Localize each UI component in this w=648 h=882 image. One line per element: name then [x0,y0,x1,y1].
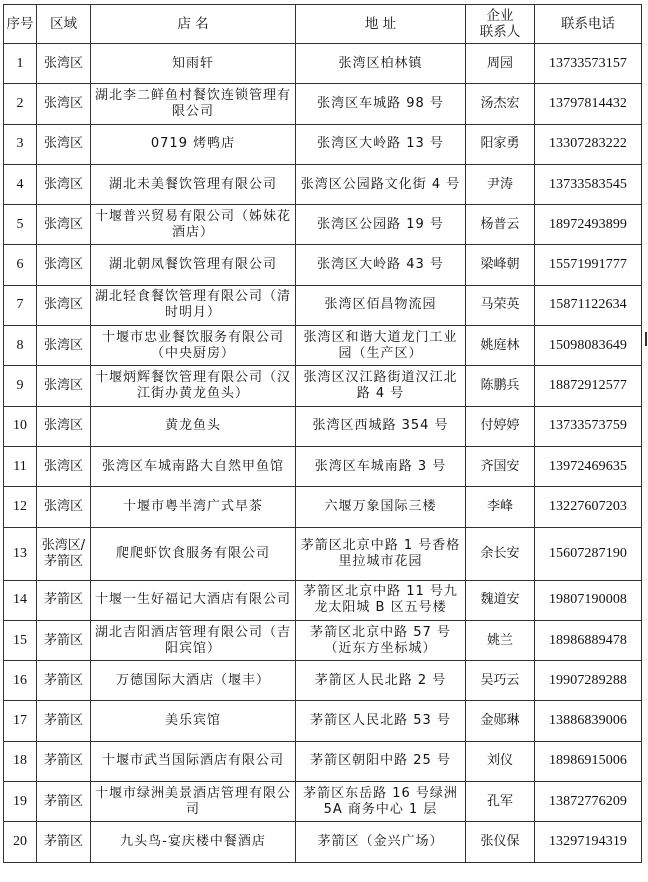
row-phone: 13972469635 [535,446,642,486]
row-store-name: 九头鸟-宴庆楼中餐酒店 [91,822,296,862]
table-row [4,487,642,527]
row-number: 2 [4,84,37,124]
row-number: 8 [4,326,37,366]
row-district: 茅箭区 [37,741,91,781]
row-contact: 刘仪 [466,741,535,781]
row-number: 19 [4,782,37,822]
row-district: 张湾区 [37,326,91,366]
table-row [4,406,642,446]
row-store-name: 知雨轩 [91,44,296,84]
row-phone: 19807190008 [535,580,642,620]
row-number: 12 [4,487,37,527]
row-number: 5 [4,205,37,245]
row-contact: 杨普云 [466,205,535,245]
row-contact: 齐国安 [466,446,535,486]
row-address: 张湾区大岭路 13 号 [296,124,466,164]
row-contact: 马荣英 [466,285,535,325]
row-address: 茅箭区北京中路 1 号香格里拉城市花园 [296,527,466,580]
row-number: 20 [4,822,37,862]
table-row [4,741,642,781]
row-address: 六堰万象国际三楼 [296,487,466,527]
row-district: 张湾区 [37,164,91,204]
row-address: 茅箭区北京中路 57 号（近东方坐标城） [296,620,466,660]
row-contact: 姚兰 [466,620,535,660]
row-address: 张湾区佰昌物流园 [296,285,466,325]
row-address: 茅箭区北京中路 11 号九龙太阳城 B 区五号楼 [296,580,466,620]
row-contact: 付婷婷 [466,406,535,446]
row-number: 3 [4,124,37,164]
table-row [4,701,642,741]
row-address: 茅箭区朝阳中路 25 号 [296,741,466,781]
row-district: 茅箭区 [37,822,91,862]
table-body [4,44,642,863]
row-contact: 余长安 [466,527,535,580]
row-contact: 梁峰朝 [466,245,535,285]
table-row [4,527,642,580]
row-phone: 13733573759 [535,406,642,446]
table-row [4,285,642,325]
row-phone: 18986915006 [535,741,642,781]
row-address: 张湾区大岭路 43 号 [296,245,466,285]
header-store-name: 店 名 [91,5,296,44]
table-row [4,446,642,486]
row-district: 张湾区 [37,124,91,164]
row-address: 张湾区公园路文化街 4 号 [296,164,466,204]
row-store-name: 爬爬虾饮食服务有限公司 [91,527,296,580]
table-header-row [4,5,642,44]
row-store-name: 万德国际大酒店（堰丰） [91,661,296,701]
row-district: 张湾区 [37,285,91,325]
row-district: 茅箭区 [37,782,91,822]
row-number: 6 [4,245,37,285]
margin-mark [645,332,647,346]
header-phone: 联系电话 [535,5,642,44]
row-number: 15 [4,620,37,660]
table-row [4,661,642,701]
row-store-name: 湖北朝凤餐饮管理有限公司 [91,245,296,285]
row-district: 张湾区 [37,245,91,285]
row-contact: 姚庭林 [466,326,535,366]
table-row [4,245,642,285]
row-store-name: 黄龙鱼头 [91,406,296,446]
row-store-name: 十堰炳辉餐饮管理有限公司（汉江街办黄龙鱼头） [91,366,296,406]
row-contact: 张仪保 [466,822,535,862]
restaurant-table [3,4,642,863]
row-address: 张湾区和谐大道龙门工业园（生产区） [296,326,466,366]
row-contact: 吴巧云 [466,661,535,701]
row-phone: 15098083649 [535,326,642,366]
row-phone: 19907289288 [535,661,642,701]
row-number: 7 [4,285,37,325]
row-number: 17 [4,701,37,741]
row-store-name: 湖北未美餐饮管理有限公司 [91,164,296,204]
row-number: 18 [4,741,37,781]
row-store-name: 十堰市绿洲美景酒店管理有限公司 [91,782,296,822]
row-address: 张湾区公园路 19 号 [296,205,466,245]
table-row [4,205,642,245]
row-phone: 13872776209 [535,782,642,822]
row-district: 张湾区 [37,406,91,446]
row-address: 张湾区西城路 354 号 [296,406,466,446]
table-row [4,580,642,620]
row-phone: 13297194319 [535,822,642,862]
row-district: 张湾区 [37,205,91,245]
row-address: 张湾区汉江路街道汉江北路 4 号 [296,366,466,406]
row-phone: 18986889478 [535,620,642,660]
header-no: 序号 [4,5,37,44]
row-phone: 13227607203 [535,487,642,527]
row-contact: 陈鹏兵 [466,366,535,406]
table-row [4,124,642,164]
row-phone: 18972493899 [535,205,642,245]
row-store-name: 美乐宾馆 [91,701,296,741]
row-contact: 汤杰宏 [466,84,535,124]
table-row [4,44,642,84]
row-phone: 15871122634 [535,285,642,325]
table-row [4,84,642,124]
header-district: 区域 [37,5,91,44]
row-phone: 18872912577 [535,366,642,406]
row-phone: 13307283222 [535,124,642,164]
table-row [4,822,642,862]
row-store-name: 十堰市武当国际酒店有限公司 [91,741,296,781]
row-phone: 15607287190 [535,527,642,580]
header-contact: 企业 联系人 [466,5,535,44]
table-row [4,326,642,366]
row-contact: 金郧琳 [466,701,535,741]
table-row [4,620,642,660]
row-store-name: 十堰普兴贸易有限公司（姊妹花酒店） [91,205,296,245]
table-row [4,164,642,204]
row-district: 张湾区 [37,44,91,84]
row-number: 9 [4,366,37,406]
row-number: 14 [4,580,37,620]
row-store-name: 湖北李二鲜鱼村餐饮连锁管理有限公司 [91,84,296,124]
row-phone: 13733583545 [535,164,642,204]
row-address: 张湾区柏林镇 [296,44,466,84]
table-row [4,782,642,822]
row-phone: 13886839006 [535,701,642,741]
row-store-name: 湖北轻食餐饮管理有限公司（清时明月） [91,285,296,325]
row-number: 10 [4,406,37,446]
row-district: 茅箭区 [37,701,91,741]
row-address: 茅箭区人民北路 2 号 [296,661,466,701]
row-district: 茅箭区 [37,580,91,620]
row-number: 11 [4,446,37,486]
row-store-name: 十堰市粤半湾广式早茶 [91,487,296,527]
row-number: 13 [4,527,37,580]
row-phone: 15571991777 [535,245,642,285]
row-address: 茅箭区（金兴广场） [296,822,466,862]
row-address: 茅箭区人民北路 53 号 [296,701,466,741]
row-store-name: 0719 烤鸭店 [91,124,296,164]
row-contact: 孔军 [466,782,535,822]
row-number: 1 [4,44,37,84]
row-phone: 13733573157 [535,44,642,84]
row-contact: 魏道安 [466,580,535,620]
row-address: 张湾区车城南路 3 号 [296,446,466,486]
row-district: 张湾区 [37,446,91,486]
row-store-name: 湖北吉阳酒店管理有限公司（吉阳宾馆） [91,620,296,660]
row-district: 茅箭区 [37,661,91,701]
row-phone: 13797814432 [535,84,642,124]
row-district: 张湾区/茅箭区 [37,527,91,580]
row-district: 茅箭区 [37,620,91,660]
row-store-name: 十堰一生好福记大酒店有限公司 [91,580,296,620]
row-address: 张湾区车城路 98 号 [296,84,466,124]
header-address: 地 址 [296,5,466,44]
row-store-name: 张湾区车城南路大自然甲鱼馆 [91,446,296,486]
row-number: 4 [4,164,37,204]
row-number: 16 [4,661,37,701]
row-contact: 周园 [466,44,535,84]
row-contact: 李峰 [466,487,535,527]
row-district: 张湾区 [37,487,91,527]
row-store-name: 十堰市忠业餐饮服务有限公司（中央厨房） [91,326,296,366]
row-contact: 尹涛 [466,164,535,204]
row-district: 张湾区 [37,366,91,406]
row-contact: 阳家勇 [466,124,535,164]
table-row [4,366,642,406]
row-address: 茅箭区东岳路 16 号绿洲 5A 商务中心 1 层 [296,782,466,822]
row-district: 张湾区 [37,84,91,124]
